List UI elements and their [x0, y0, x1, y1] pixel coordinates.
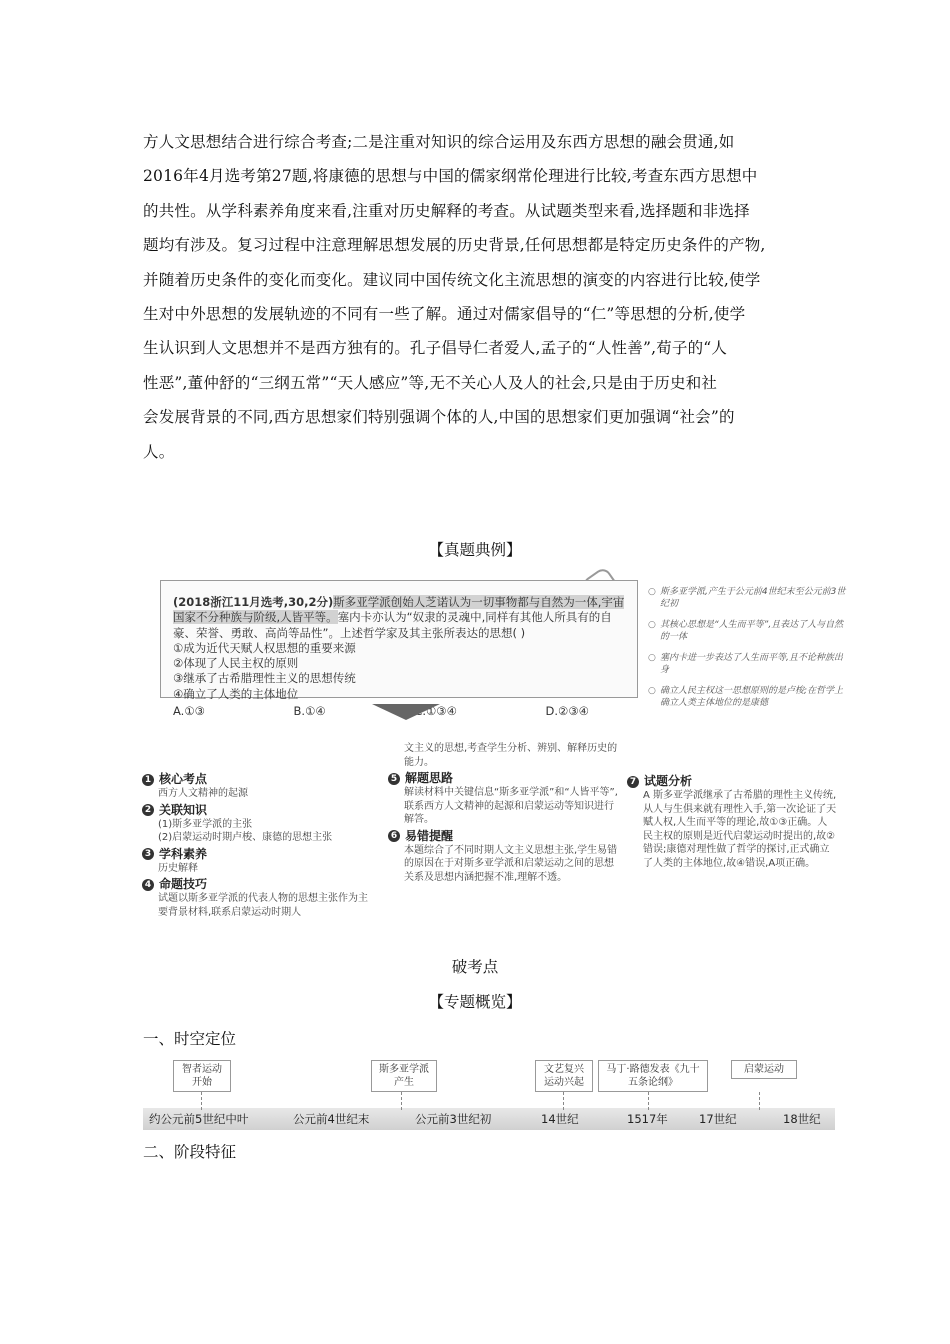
timeline-label: 17世纪 — [699, 1112, 737, 1126]
question-source: (2018浙江11月选考,30,2分) — [173, 595, 334, 609]
number-1-icon: 1 — [142, 774, 154, 786]
error-text: 本题综合了不同时期人文主义思想主张,学生易错的原因在于对斯多亚学派和启蒙运动之间的思想关系及思想内涵把握不准,理解不透。 — [404, 844, 618, 883]
timeline-event: 文艺复兴运动兴起 — [535, 1060, 593, 1092]
option-a: A.①③ — [173, 704, 205, 719]
question-item: ①成为近代天赋人权思想的重要来源 — [173, 640, 356, 655]
side-notes — [648, 586, 848, 718]
question-stem — [173, 595, 629, 641]
idea-text: 解读材料中关键信息“斯多亚学派”和“人皆平等”,联系西方人文精神的起源和启蒙运动等知识进行解答。 — [404, 787, 618, 825]
number-7-icon: 7 — [627, 776, 639, 788]
intro-line: 会发展背景的不同,西方思想家们特别强调个体的人,中国的思想家们更加强调“社会”的 — [143, 408, 735, 427]
question-item: ④确立了人类的主体地位 — [173, 686, 299, 701]
core-text: 西方人文精神的起源 — [158, 788, 248, 799]
timeline-event: 斯多亚学派产生 — [371, 1060, 437, 1092]
option-d: D.②③④ — [545, 704, 589, 719]
example-figure — [144, 572, 846, 952]
intro-line: 2016年4月选考第27题,将康德的思想与中国的儒家纲常伦理进行比较,考查东西方思想中 — [143, 167, 758, 186]
link-heading: 2 关联知识 — [142, 803, 372, 818]
side-note: ○ 塞内卡进一步表达了人生而平等,且不论种族出身 — [648, 652, 848, 676]
number-6-icon: 6 — [388, 830, 400, 842]
timeline-label: 18世纪 — [783, 1112, 821, 1126]
timeline-stem — [201, 1092, 202, 1110]
result-text: A 斯多亚学派继承了古希腊的理性主义传统,从人与生俱来就有理性入手,第一次论证了天赋人权,人生而平等的理论,故①③正确。人民主权的原则是近代启蒙运动时提出的,故②错误;康德对理性做了哲学的探讨,正式确立了人类的主体地位,故④错误,A项正确。 — [643, 790, 837, 869]
intro-line: 题均有涉及。复习过程中注意理解思想发展的历史背景,任何思想都是特定历史条件的产物, — [143, 236, 766, 255]
intro-line: 性恶”,董仲舒的“三纲五常”“天人感应”等,无不关心人及人的社会,只是由于历史和社 — [143, 373, 718, 392]
question-box — [160, 580, 638, 719]
timeline-label: 公元前3世纪初 — [415, 1112, 492, 1126]
timeline-stem — [759, 1092, 760, 1110]
timeline-stem — [563, 1092, 564, 1110]
overview-heading: 【专题概览】 — [428, 993, 522, 1011]
number-5-icon: 5 — [388, 773, 400, 785]
question-stem-highlight: 斯多亚学派创始人芝诺认为一切事物都与自然为一体,宇宙国家不分种族与阶级,人皆平等。 — [173, 595, 625, 625]
number-3-icon: 3 — [142, 848, 154, 860]
down-arrow-icon — [372, 704, 440, 720]
timeline-event: 马丁·路德发表《九十五条论纲》 — [598, 1060, 708, 1092]
number-4-icon: 4 — [142, 879, 154, 891]
timeline-label: 1517年 — [627, 1112, 668, 1126]
analysis-column-2 — [388, 742, 623, 884]
timespace-heading: 一、时空定位 — [143, 1030, 237, 1048]
side-note: ○ 确立人民主权这一思想原则的是卢梭;在哲学上确立人类主体地位的是康德 — [648, 685, 848, 709]
option-c: C.①③④ — [414, 704, 457, 719]
timeline-event: 启蒙运动 — [731, 1060, 797, 1079]
timeline-label: 约公元前5世纪中叶 — [149, 1112, 249, 1126]
break-heading: 破考点 — [451, 958, 499, 976]
timeline-label: 公元前4世纪末 — [293, 1112, 370, 1126]
analysis-column-1 — [142, 770, 372, 919]
literacy-text: 历史解释 — [158, 862, 198, 874]
core-heading: 1 核心考点 — [142, 772, 372, 787]
intro-paragraph — [143, 125, 823, 469]
intro-line: 方人文思想结合进行综合考查;二是注重对知识的综合运用及东西方思想的融会贯通,如 — [143, 133, 735, 151]
analysis-column-3 — [627, 772, 837, 870]
skill-heading: 4 命题技巧 — [142, 877, 372, 892]
error-heading: 6 易错提醒 — [388, 829, 623, 844]
timeline-label: 14世纪 — [541, 1112, 579, 1126]
link-item: (1)斯多亚学派的主张 — [158, 818, 253, 830]
example-heading: 【真题典例】 — [428, 541, 522, 559]
intro-line: 生对中外思想的发展轨迹的不同有一些了解。通过对儒家倡导的“仁”等思想的分析,使学 — [143, 305, 746, 324]
skill-text: 试题以斯多亚学派的代表人物的思想主张作为主要背景材料,联系启蒙运动时期人 — [158, 893, 368, 918]
intro-line: 的共性。从学科素养角度来看,注重对历史解释的考查。从试题类型来看,选择题和非选择 — [143, 201, 750, 220]
idea-heading: 5 解题思路 — [388, 771, 623, 786]
timeline-event: 智者运动开始 — [173, 1060, 231, 1092]
intro-line: 人。 — [143, 442, 175, 461]
timeline-stem — [401, 1092, 402, 1110]
literacy-heading: 3 学科素养 — [142, 847, 372, 862]
skill-text-cont: 文主义的思想,考查学生分析、辨别、解释历史的能力。 — [404, 743, 618, 768]
side-note: ○ 其核心思想是“人生而平等”,且表达了人与自然的一体 — [648, 619, 848, 643]
side-note: ○ 斯多亚学派,产生于公元前4世纪末至公元前3世纪初 — [648, 586, 848, 610]
question-stem-rest: 塞内卡亦认为“奴隶的灵魂中,同样有其他人所具有的自豪、荣誉、勇敢、高尚等品性”。上述哲学家及其主张所表达的思想( ) — [173, 610, 612, 640]
option-b: B.①④ — [293, 704, 326, 719]
number-2-icon: 2 — [142, 804, 154, 816]
intro-line: 生认识到人文思想并不是西方独有的。孔子倡导仁者爱人,孟子的“人性善”,荀子的“人 — [143, 339, 728, 358]
features-heading: 二、阶段特征 — [143, 1143, 237, 1161]
link-item: (2)启蒙运动时期卢梭、康德的思想主张 — [158, 832, 333, 843]
timeline-stem — [648, 1092, 649, 1110]
intro-line: 并随着历史条件的变化而变化。建议同中国传统文化主流思想的演变的内容进行比较,使学 — [143, 270, 761, 289]
question-item: ③继承了古希腊理性主义的思想传统 — [173, 671, 356, 686]
question-item: ②体现了人民主权的原则 — [173, 656, 299, 671]
result-heading: 7 试题分析 — [627, 774, 837, 789]
timeline — [143, 1060, 835, 1135]
